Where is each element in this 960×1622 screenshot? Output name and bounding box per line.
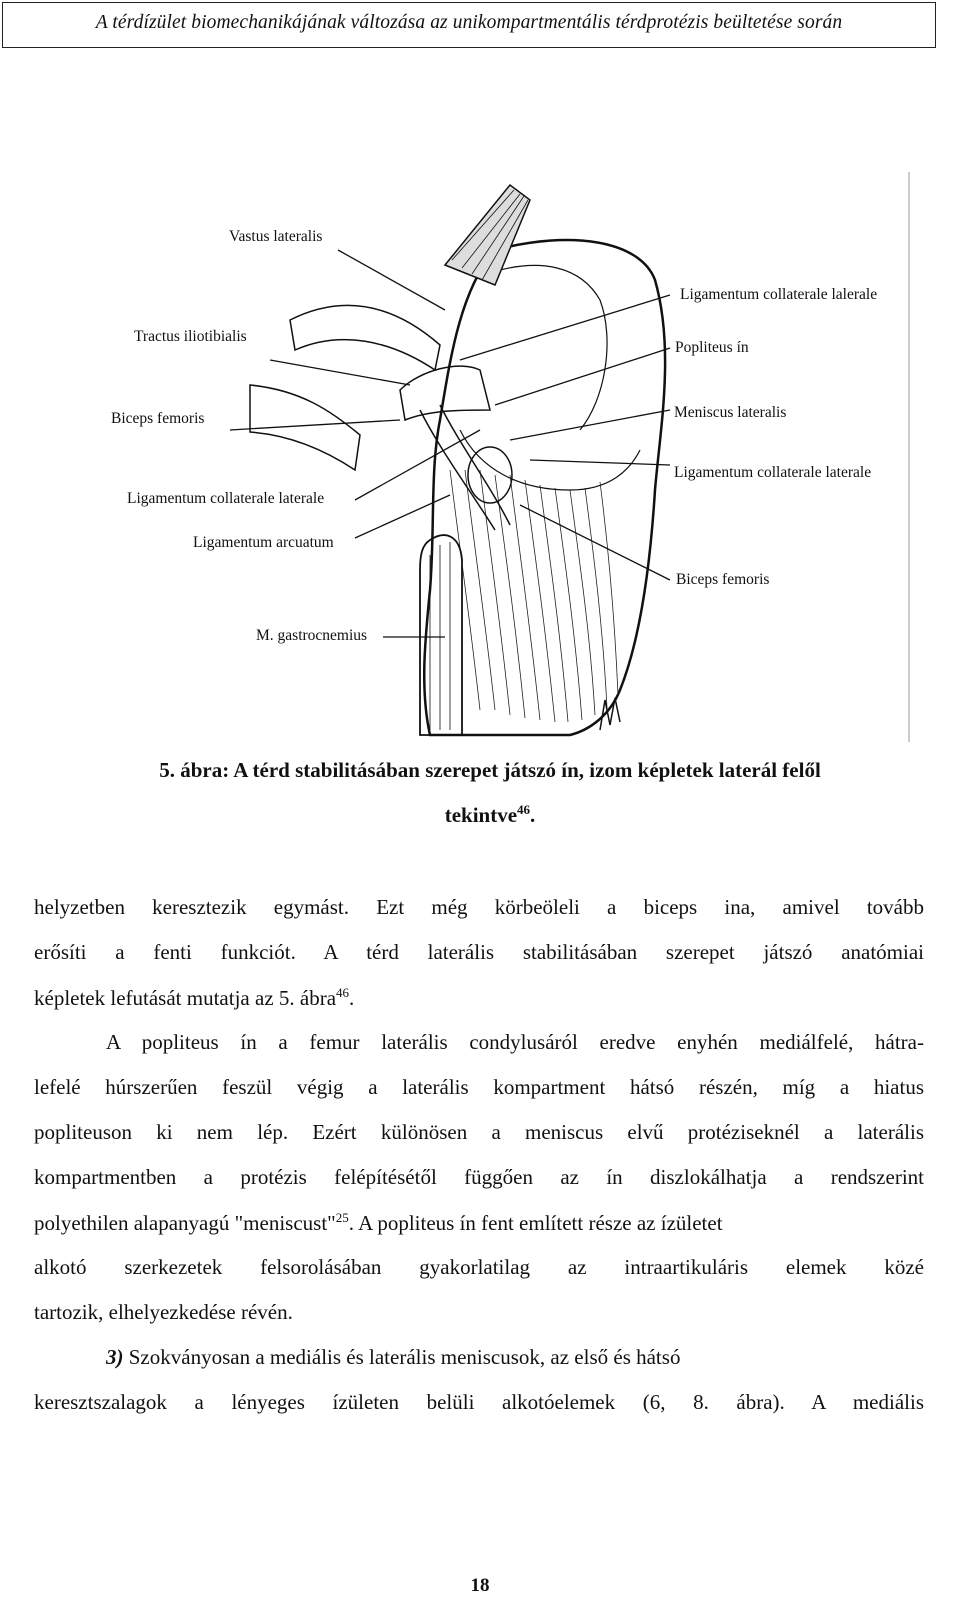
body-line-text: Szokványosan a mediális és laterális meniscusok, az első és hátsó (123, 1345, 681, 1369)
label-ligamentum-arcuatum: Ligamentum arcuatum (193, 534, 334, 551)
body-line (34, 1345, 924, 1375)
body-line (34, 985, 924, 1015)
label-meniscus-lateralis: Meniscus lateralis (674, 404, 787, 421)
body-line: helyzetben keresztezik egymást. Ezt még körbeöleli a biceps ina, amivel tovább (34, 895, 924, 919)
label-tractus-iliotibialis: Tractus iliotibialis (134, 328, 247, 345)
label-lig-collaterale-left: Ligamentum collaterale laterale (127, 490, 325, 507)
caption-period: . (530, 803, 536, 827)
label-lig-collaterale-right-1: Ligamentum collaterale lalerale (680, 286, 878, 303)
caption-reference: 46 (517, 802, 531, 817)
label-m-gastrocnemius: M. gastrocnemius (256, 627, 368, 644)
running-header (2, 2, 936, 48)
label-lig-collaterale-right-2: Ligamentum collaterale laterale (674, 464, 872, 481)
figure-caption-line1: 5. ábra: A térd stabilitásában szerepet játszó ín, izom képletek laterál felől (159, 758, 821, 782)
body-line: kompartmentben a protézis felépítésétől függően az ín diszlokálhatja a rendszerint (34, 1165, 924, 1189)
knee-illustration (100, 170, 940, 750)
label-biceps-femoris-right: Biceps femoris (676, 571, 770, 588)
reference-46: 46 (336, 985, 350, 1000)
body-line-text: . A popliteus ín fent említett része az ízületet (348, 1211, 723, 1235)
label-biceps-femoris-left: Biceps femoris (111, 410, 205, 427)
body-line: popliteuson ki nem lép. Ezért különösen a meniscus elvű protéziseknél a laterális (34, 1120, 924, 1144)
body-line: tartozik, elhelyezkedése révén. (34, 1300, 293, 1324)
body-line-text: . (349, 986, 355, 1010)
list-number: 3) (106, 1345, 124, 1369)
reference-25: 25 (335, 1210, 349, 1225)
body-line: keresztszalagok a lényeges ízületen belüli alkotóelemek (6, 8. ábra). A mediális (34, 1390, 924, 1414)
body-line: A popliteus ín a femur laterális condylusáról eredve enyhén mediálfelé, hátra- (106, 1030, 924, 1054)
body-line (34, 1210, 924, 1240)
label-vastus-lateralis: Vastus lateralis (229, 228, 323, 245)
caption-tekintve: tekintve (444, 803, 518, 827)
body-line: alkotó szerkezetek felsorolásában gyakorlatilag az intraartikuláris elemek közé (34, 1255, 924, 1279)
body-line: lefelé húrszerűen feszül végig a laterális kompartment hátsó részén, míg a hiatus (34, 1075, 924, 1099)
body-line-text: polyethilen alapanyagú "meniscust" (34, 1211, 336, 1235)
header-title: A térdízület biomechanikájának változása az unikompartmentális térdprotézis beültetése során (95, 12, 843, 33)
page-number: 18 (470, 1575, 490, 1596)
body-line: erősíti a fenti funkciót. A térd laterális stabilitásában szerepet játszó anatómiai (34, 940, 924, 964)
label-popliteus-in: Popliteus ín (675, 339, 749, 356)
anatomy-figure (100, 170, 940, 750)
body-line-text: képletek lefutását mutatja az 5. ábra (34, 986, 337, 1010)
figure-caption-line2 (60, 802, 920, 828)
